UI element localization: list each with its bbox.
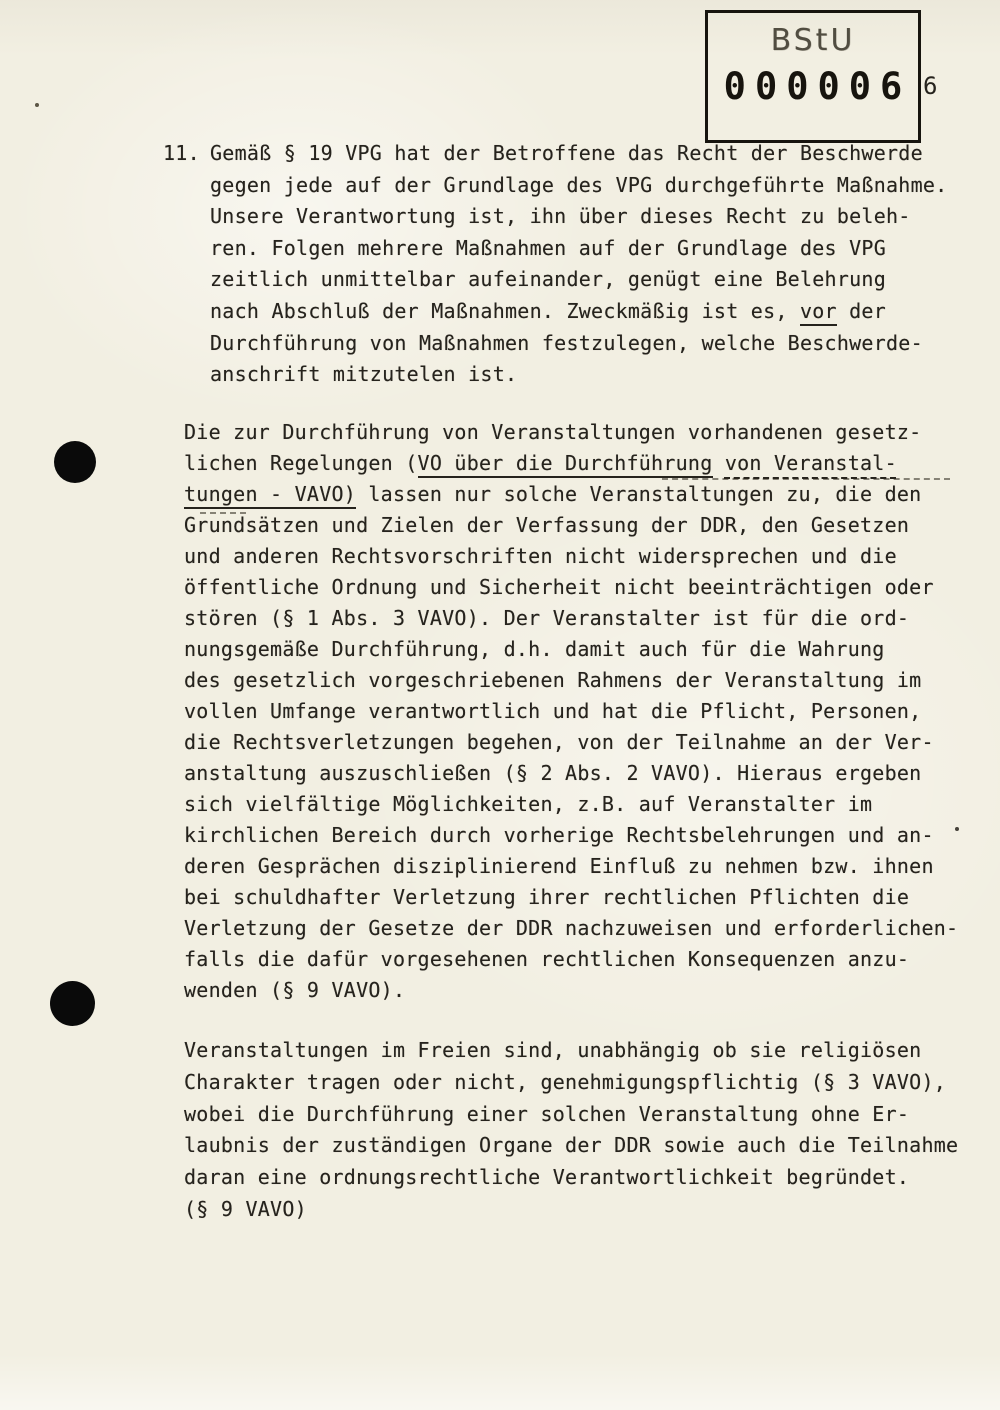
text-line <box>210 296 1000 328</box>
text-line: öffentliche Ordnung und Sicherheit nicht beeinträchtigen oder <box>184 575 934 599</box>
text-line: des gesetzlich vorgeschriebenen Rahmens der Veranstaltung im <box>184 668 922 692</box>
stamp-serial-number: 000006 <box>723 65 912 108</box>
text-line: bei schuldhafter Verletzung ihrer rechtlichen Pflichten die <box>184 885 910 909</box>
text-line: Grundsätzen und Zielen der Verfassung der DDR, den Gesetzen <box>184 513 910 537</box>
text-line: nungsgemäße Durchführung, d.h. damit auch für die Wahrung <box>184 637 885 661</box>
text-line: anstaltung auszuschließen (§ 2 Abs. 2 VAVO). Hieraus ergeben <box>184 761 922 785</box>
underlined-text: von Veranstal- <box>724 451 897 475</box>
list-item-number: 11. <box>163 141 200 165</box>
text-line: die Rechtsverletzungen begehen, von der Teilnahme an der Ver- <box>184 730 934 754</box>
text-line <box>184 448 1000 479</box>
stamp-org-label: BStU <box>770 23 856 58</box>
text-line: laubnis der zuständigen Organe der DDR sowie auch die Teilnahme <box>184 1133 959 1158</box>
text-line: falls die dafür vorgesehenen rechtlichen Konsequenzen anzu- <box>184 947 910 971</box>
paragraph-legal-recourse <box>210 138 1000 391</box>
text-line: und anderen Rechtsvorschriften nicht widersprechen und die <box>184 544 897 568</box>
text-line: Die zur Durchführung von Veranstaltungen vorhandenen gesetz- <box>184 420 922 444</box>
paragraph-vavo-regulations <box>184 417 1000 1006</box>
underlined-text: vor <box>800 299 837 326</box>
text-line <box>184 479 1000 510</box>
text-line: zeitlich unmittelbar aufeinander, genügt eine Belehrung <box>210 267 887 292</box>
text-line: (§ 9 VAVO) <box>184 1196 307 1221</box>
text-line: Unsere Verantwortung ist, ihn über dieses Recht zu beleh- <box>210 204 911 229</box>
text-segment: der <box>836 298 887 323</box>
text-line: gegen jede auf der Grundlage des VPG durchgeführte Maßnahme. <box>210 172 948 197</box>
text-line: daran eine ordnungsrechtliche Verantwortlichkeit begründet. <box>184 1165 910 1190</box>
scan-speck <box>955 827 959 831</box>
hole-punch-top <box>54 441 96 483</box>
text-line: wobei die Durchführung einer solchen Veranstaltung ohne Er- <box>184 1101 910 1126</box>
text-line: Charakter tragen oder nicht, genehmigungspflichtig (§ 3 VAVO), <box>184 1069 947 1094</box>
underline-echo-dashed <box>662 478 950 480</box>
text-segment: nach Abschluß der Maßnahmen. Zweckmäßig ist es, <box>210 298 800 323</box>
text-line: Verletzung der Gesetze der DDR nachzuweisen und erforderlichen- <box>184 916 959 940</box>
text-line: ren. Folgen mehrere Maßnahmen auf der Grundlage des VPG <box>210 235 887 260</box>
text-segment: lichen Regelungen ( <box>184 451 418 475</box>
text-line: kirchlichen Bereich durch vorherige Rechtsbelehrungen und an- <box>184 823 934 847</box>
text-line: stören (§ 1 Abs. 3 VAVO). Der Veranstalter ist für die ord- <box>184 606 910 630</box>
page-number: 6 <box>923 72 938 100</box>
text-line: deren Gesprächen disziplinierend Einfluß zu nehmen bzw. ihnen <box>184 854 934 878</box>
hole-punch-bottom <box>50 981 95 1026</box>
text-line: vollen Umfange verantwortlich und hat die Pflicht, Personen, <box>184 699 922 723</box>
scan-speck <box>35 103 39 107</box>
text-line: Durchführung von Maßnahmen festzulegen, welche Beschwerde- <box>210 330 923 355</box>
text-line: sich vielfältige Möglichkeiten, z.B. auf Veranstalter im <box>184 792 873 816</box>
text-segment <box>713 451 725 475</box>
underline-echo-dashed <box>200 512 246 514</box>
paragraph-open-air-events <box>184 1035 1000 1226</box>
text-line: Veranstaltungen im Freien sind, unabhängig ob sie religiösen <box>184 1038 922 1062</box>
underlined-text: tungen - VAVO) <box>184 482 356 509</box>
underlined-text: VO über die Durchführung <box>418 451 713 478</box>
text-line: wenden (§ 9 VAVO). <box>184 978 406 1002</box>
text-line: Gemäß § 19 VPG hat der Betroffene das Recht der Beschwerde <box>210 141 923 165</box>
text-segment: lassen nur solche Veranstaltungen zu, die den <box>356 482 922 506</box>
text-line: anschrift mitzutelen ist. <box>210 362 518 387</box>
bstu-archive-stamp <box>705 10 921 143</box>
